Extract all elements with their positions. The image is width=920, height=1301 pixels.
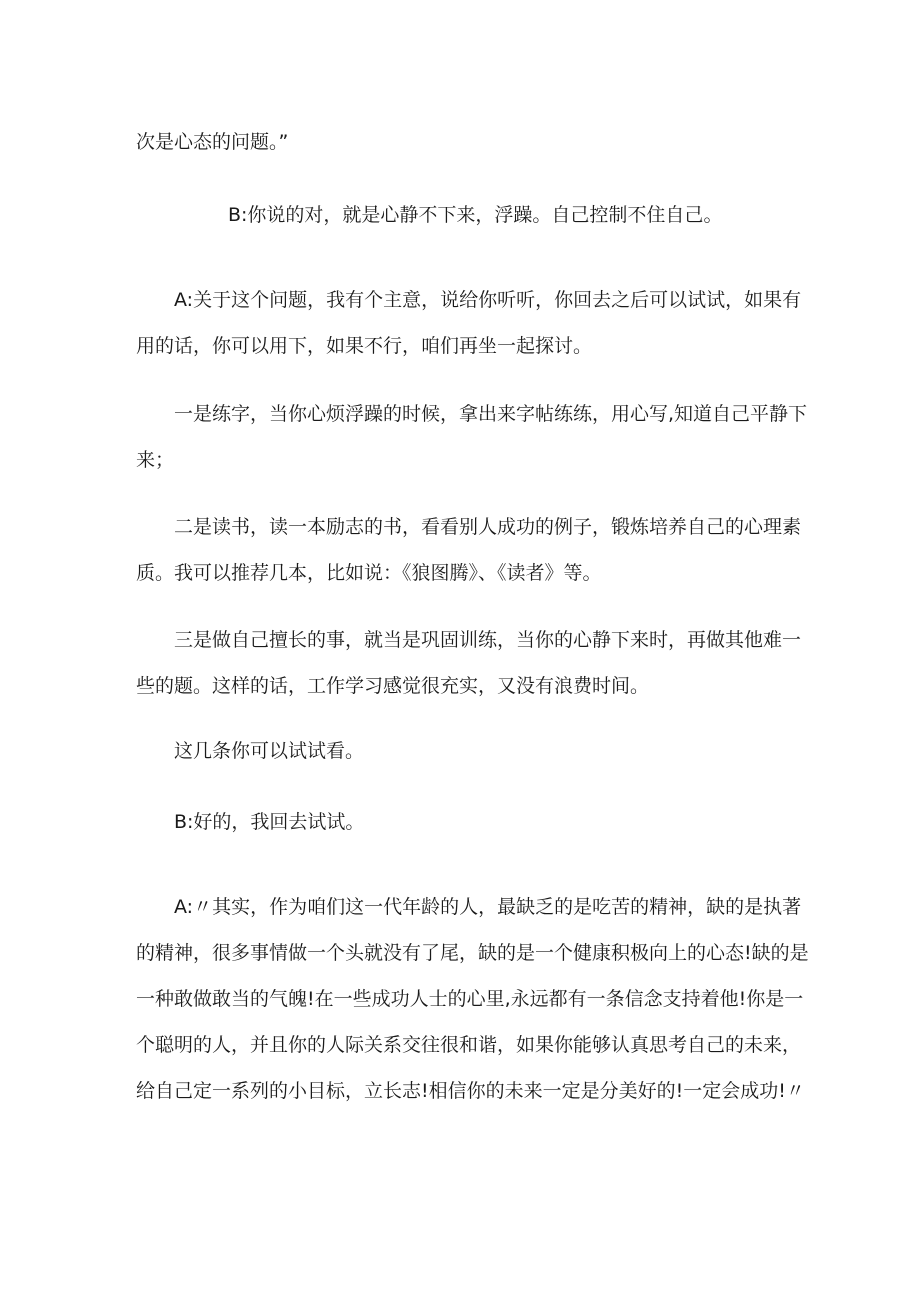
text-line: A:关于这个问题，我有个主意，说给你听听，你回去之后可以试试，如果有	[174, 289, 802, 311]
text-line: 一种敢做敢当的气魄!在一些成功人士的心里,永远都有一条信念支持着他!你是一	[136, 988, 804, 1010]
text-line: 些的题。这样的话，工作学习感觉很充实，又没有浪费时间。	[136, 675, 650, 697]
text-line: 二是读书，读一本励志的书，看看别人成功的例子，锻炼培养自己的心理素	[174, 516, 802, 538]
text-line: B:好的，我回去试试。	[174, 811, 365, 833]
text-line: 的精神，很多事情做一个头就没有了尾，缺的是一个健康积极向上的心态!缺的是	[136, 942, 809, 964]
text-line: 这几条你可以试试看。	[174, 740, 365, 762]
text-line: 质。我可以推荐几本，比如说：《狼图腾》、《读者》等。	[136, 562, 602, 584]
text-line: 用的话，你可以用下，如果不行，咱们再坐一起探讨。	[136, 335, 593, 357]
text-line: 次是心态的问题。”	[136, 131, 289, 153]
text-line: B:你说的对，就是心静不下来，浮躁。自己控制不住自己。	[228, 204, 723, 226]
text-line: 给自己定一系列的小目标，立长志!相信你的未来一定是分美好的!一定会成功!〃	[136, 1080, 805, 1102]
text-line: 个聪明的人，并且你的人际关系交往很和谐，如果你能够认真思考自己的未来，	[136, 1034, 802, 1056]
text-line: 一是练字，当你心烦浮躁的时候，拿出来字帖练练，用心写,知道自己平静下	[174, 403, 808, 425]
text-line: 来；	[136, 449, 175, 471]
text-line: A:〃其实，作为咱们这一代年龄的人，最缺乏的是吃苦的精神，缺的是执著	[174, 896, 802, 918]
text-line: 三是做自己擅长的事，就当是巩固训练，当你的心静下来时，再做其他难一	[174, 629, 802, 651]
